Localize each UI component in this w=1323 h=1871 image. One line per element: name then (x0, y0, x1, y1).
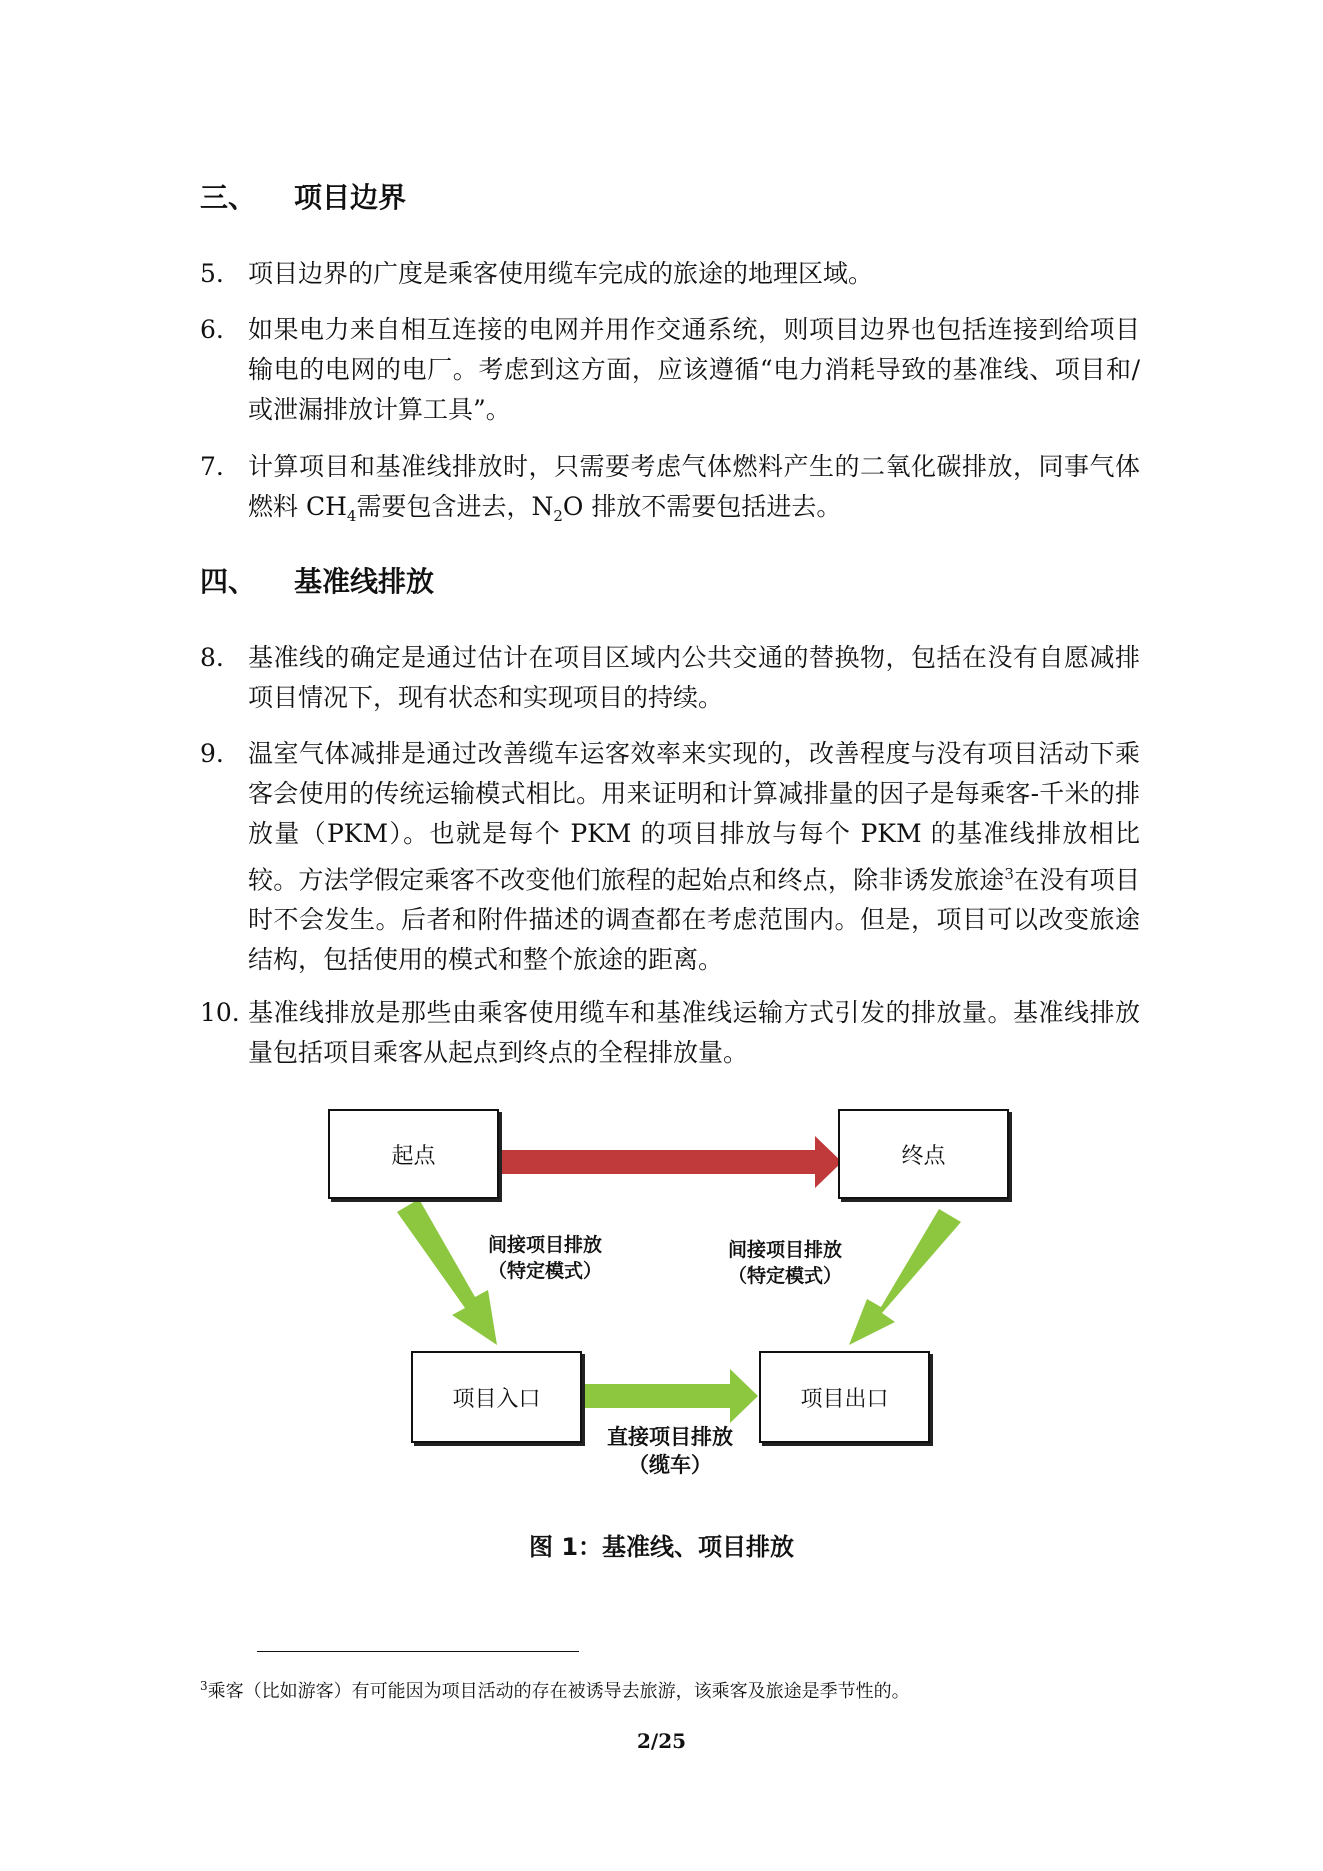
red-arrow-icon (497, 1136, 842, 1188)
section-title: 基准线排放 (294, 565, 435, 598)
section-number: 三、 (200, 181, 257, 214)
paragraph-text: 基准线排放是那些由乘客使用缆车和基准线运输方式引发的排放量。基准线排放量包括项目乘客从起点到终点的全程排放量。 (248, 998, 1140, 1067)
paragraph-number: 10. (200, 998, 240, 1027)
footnote-mark: 3 (200, 1679, 208, 1693)
paragraph-text: 如果电力来自相互连接的电网并用作交通系统，则项目边界也包括连接到给项目输电的电网的电厂。考虑到这方面，应该遵循“电力消耗导致的基准线、项目和/或泄漏排放计算工具”。 (248, 315, 1140, 424)
paragraph-text: 基准线的确定是通过估计在项目区域内公共交通的替换物，包括在没有自愿减排项目情况下，现有状态和实现项目的持续。 (248, 643, 1140, 712)
page-number: 2/25 (636, 1729, 687, 1753)
footnote (200, 1677, 1140, 1703)
paragraph-text: 计算项目和基准线排放时，只需要考虑气体燃料产生的二氧化碳排放，同事气体燃料 $CH_4$需要包含进去，$N_2O$ 排放不需要包括进去。 (248, 452, 1140, 525)
paragraph-number: 7. (200, 452, 224, 481)
figure-caption: 图 1：基准线、项目排放 (528, 1533, 795, 1561)
footnote-text: 乘客（比如游客）有可能因为项目活动的存在被诱导去旅游，该乘客及旅途是季节性的。 (207, 1681, 910, 1702)
box-start: 起点 (328, 1109, 499, 1199)
box-project-exit: 项目出口 (759, 1351, 930, 1443)
box-project-entry: 项目入口 (411, 1351, 582, 1443)
label-direct: 直接项目排放 （缆车） (607, 1425, 733, 1477)
paragraph-number: 6. (200, 315, 224, 344)
paragraph-number: 8. (200, 643, 224, 672)
footnote-divider (257, 1651, 579, 1652)
green-arrow-bottom-icon (583, 1369, 758, 1423)
footnote-ref: 3 (1004, 865, 1014, 883)
paragraph-text: 温室气体减排是通过改善缆车运客效率来实现的，改善程度与没有项目活动下乘客会使用的传统运输模式相比。用来证明和计算减排量的因子是每乘客-千米的排放量（PKM）。也就是每个 PKM 的项目排放与每个 PKM 的基准线排放相比较。方法学假定乘客不改变他们旅程的起始点和终点，除非诱发旅途$^3$在没有项目时不会发生。后者和附件描述的调查都在考虑范围内。但是，项目可以改变旅途结构，包括使用的模式和整个旅途的距离。 (248, 739, 1140, 975)
box-end: 终点 (838, 1109, 1009, 1199)
label-indirect-right: 间接项目排放 （特定模式） (727, 1239, 842, 1287)
paragraph-number: 9. (200, 739, 224, 768)
section-title: 项目边界 (294, 181, 407, 214)
paragraph-number: 5. (200, 259, 224, 288)
label-indirect-left: 间接项目排放 （特定模式） (487, 1234, 602, 1282)
paragraph-text: 项目边界的广度是乘客使用缆车完成的旅途的地理区域。 (248, 259, 874, 288)
section-number: 四、 (200, 565, 257, 598)
